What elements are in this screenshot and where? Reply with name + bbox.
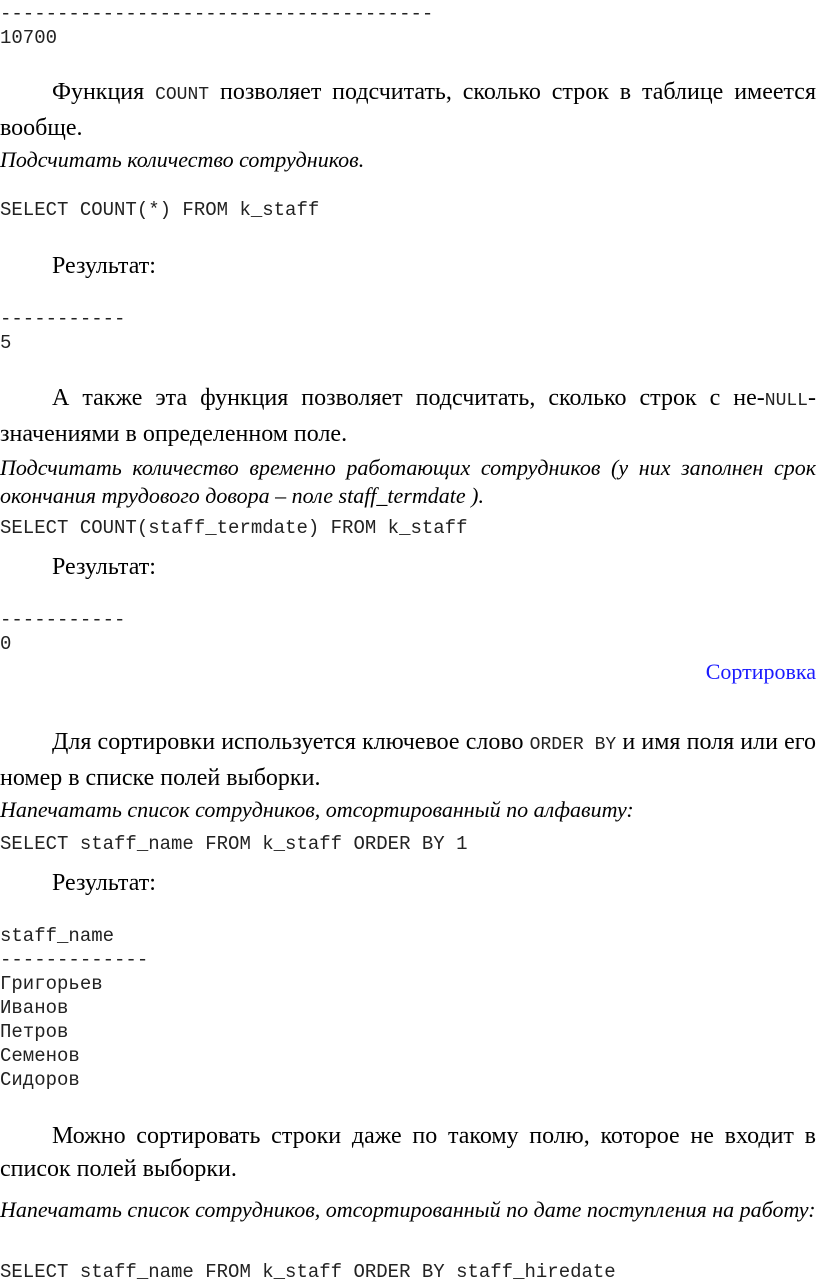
- paragraph-text: Функция: [52, 79, 156, 105]
- sql-query-1: SELECT COUNT(*) FROM k_staff: [0, 199, 320, 221]
- paragraph-text: А также эта функция позволяет подсчитать, сколько строк с не-: [52, 385, 765, 411]
- inline-code: COUNT: [155, 85, 210, 105]
- task-count-staff: Подсчитать количество сотрудников.: [0, 147, 365, 172]
- section-heading-sorting: Сортировка: [705, 659, 816, 684]
- sql-query-3: SELECT staff_name FROM k_staff ORDER BY 1: [0, 833, 468, 855]
- task-sort-hiredate: Напечатать список сотрудников, отсортированный по дате поступления на работу:: [0, 1197, 816, 1222]
- paragraph-sort-hidden-field: [0, 1120, 816, 1186]
- result-label: Результат:: [52, 253, 156, 279]
- list-item: Иванов: [0, 997, 69, 1019]
- result-divider: -----------: [0, 609, 126, 631]
- task-sort-alphabet: Напечатать список сотрудников, отсортированный по алфавиту:: [0, 797, 634, 822]
- list-item: Григорьев: [0, 973, 103, 995]
- top-divider: --------------------------------------: [0, 3, 434, 25]
- paragraph-text: Для сортировки используется ключевое слово: [52, 729, 530, 755]
- result-label: Результат:: [52, 870, 156, 896]
- top-value: 10700: [0, 27, 58, 49]
- paragraph-text: позволяет подсчитать, сколько строк в таблице имеется вообще.: [0, 79, 816, 141]
- inline-code: ORDER BY: [529, 735, 617, 755]
- task-count-temporary: Подсчитать количество временно работающих сотрудников (у них заполнен срок окончания трудового довора – поле staff_termdate ).: [0, 455, 816, 508]
- column-divider: -------------: [0, 949, 149, 971]
- column-header: staff_name: [0, 925, 115, 947]
- inline-code: NULL: [764, 391, 808, 411]
- list-item: Сидоров: [0, 1069, 80, 1091]
- paragraph-count-intro: [0, 76, 816, 145]
- result-label: Результат:: [52, 554, 156, 580]
- paragraph-text: Можно сортировать строки даже по такому полю, которое не входит в список полей выборки.: [0, 1123, 816, 1182]
- paragraph-text: и имя поля или его номер в списке полей выборки.: [0, 729, 816, 791]
- paragraph-text: -значениями в определенном поле.: [0, 385, 816, 447]
- result-value-1: 5: [0, 332, 12, 354]
- paragraph-count-not-null: [0, 382, 816, 451]
- result-value-2: 0: [0, 633, 12, 655]
- sql-query-4: SELECT staff_name FROM k_staff ORDER BY staff_hiredate: [0, 1261, 616, 1283]
- paragraph-sorting-intro: [0, 726, 816, 795]
- list-item: Петров: [0, 1021, 69, 1043]
- list-item: Семенов: [0, 1045, 80, 1067]
- result-divider: -----------: [0, 308, 126, 330]
- result-rows: [0, 972, 103, 1092]
- sql-query-2: SELECT COUNT(staff_termdate) FROM k_staff: [0, 517, 468, 539]
